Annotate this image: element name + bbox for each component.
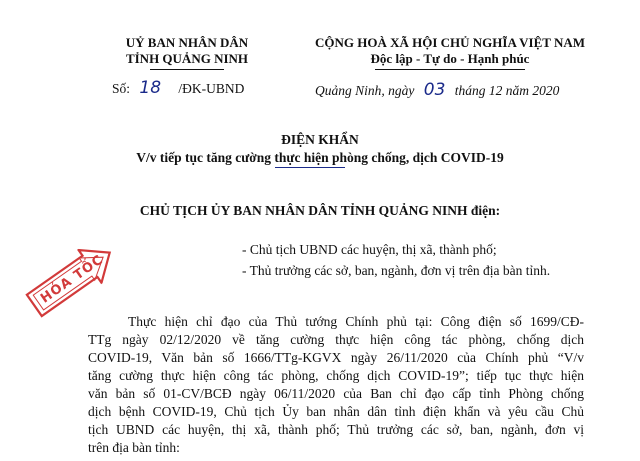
number-prefix: Số: — [112, 81, 131, 96]
place-date-suffix: tháng 12 năm 2020 — [454, 83, 560, 98]
body-line-1: Thực hiện chỉ đạo của Thủ tướng Chính phủ tại: Công điện số 1699/CĐ- — [128, 314, 584, 329]
body-line-7: tịch UBND các huyện, thị xã, thành phố; Thủ trưởng các sở, ban, ngành, đơn vị — [88, 422, 584, 437]
nation-title: CỘNG HOÀ XÃ HỘI CHỦ NGHĨA VIỆT NAM — [314, 35, 586, 50]
document-number — [112, 78, 244, 98]
motto-underline — [375, 69, 525, 70]
body-line-5: văn bản số 01-CV/BCĐ ngày 06/11/2020 của Ban chỉ đạo cấp tỉnh Phòng chống — [88, 386, 584, 401]
org-underline — [150, 69, 224, 70]
body-line-2: TTg ngày 02/12/2020 về tăng cường thực hiện công tác phòng, chống dịch — [88, 332, 584, 347]
org-name-line1: UỶ BAN NHÂN DÂN — [125, 35, 249, 50]
body-line-3: COVID-19, Văn bản số 1666/TTg-KGVX ngày 26/11/2020 của Chính phủ “V/v — [88, 350, 584, 365]
urgent-stamp — [21, 234, 124, 323]
recipient-1: - Chủ tịch UBND các huyện, thị xã, thành phố; — [242, 242, 497, 257]
number-value-handwritten: 18 — [139, 78, 162, 98]
number-suffix: /ĐK-UBND — [178, 81, 245, 96]
day-handwritten: 03 — [423, 80, 446, 100]
recipient-2: - Thủ trưởng các sở, ban, ngành, đơn vị trên địa bàn tỉnh. — [242, 263, 551, 278]
document-subtitle: V/v tiếp tục tăng cường thực hiện phòng chống, dịch COVID-19 — [136, 150, 504, 165]
national-motto: Độc lập - Tự do - Hạnh phúc — [370, 51, 530, 66]
body-line-8: trên địa bàn tỉnh: — [88, 440, 180, 455]
org-name-line2: TỈNH QUẢNG NINH — [125, 51, 249, 66]
sender-line: CHỦ TỊCH ỦY BAN NHÂN DÂN TỈNH QUẢNG NINH điện: — [139, 203, 501, 218]
place-date — [315, 80, 559, 100]
subtitle-pen-underline — [275, 167, 345, 168]
body-line-6: dịch bệnh COVID-19, Chủ tịch Ủy ban nhân dân tỉnh điện khẩn và yêu cầu Chủ — [88, 404, 584, 419]
body-paragraph — [88, 313, 584, 457]
body-line-4: tăng cường thực hiện công tác phòng, chống dịch COVID-19”; tiếp tục thực hiện — [88, 368, 584, 383]
place-date-prefix: Quảng Ninh, ngày — [315, 83, 415, 98]
document-title: ĐIỆN KHẨN — [281, 132, 359, 147]
stamp-label: HỎA TỐC — [37, 251, 107, 307]
